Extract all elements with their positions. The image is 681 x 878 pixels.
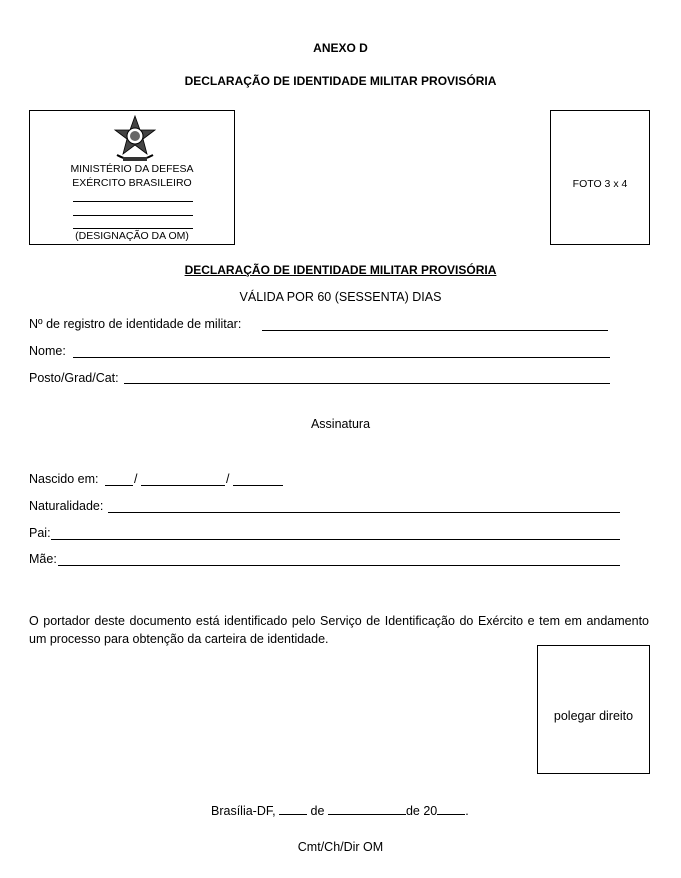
thumbprint-label: polegar direito [553,709,634,723]
registry-field[interactable] [262,330,608,331]
place-date-line [211,804,469,818]
name-field[interactable] [73,357,610,358]
father-field[interactable] [51,539,620,540]
name-label: Nome: [29,344,66,358]
validity-text: VÁLIDA POR 60 (SESSENTA) DIAS [239,290,442,304]
father-label: Pai: [29,526,51,540]
place-date-de-2: de 20 [405,804,438,818]
origin-label: Naturalidade: [29,499,104,513]
form-subtitle [0,263,681,277]
place-date-de-1: de [307,804,328,818]
birth-day-field[interactable] [105,485,133,486]
om-line-2 [73,215,193,216]
rank-label: Posto/Grad/Cat: [29,371,119,385]
birth-separator-1: / [134,472,138,486]
thumbprint-box [537,645,650,774]
rank-field[interactable] [124,383,610,384]
form-subtitle-text: DECLARAÇÃO DE IDENTIDADE MILITAR PROVISÓRIA [184,263,497,277]
origin-field[interactable] [108,512,620,513]
statement-text: O portador deste documento está identificado pelo Serviço de Identificação do Exército e tem em andamento um processo para obtenção da carteira de identidade. [29,614,649,646]
day-field[interactable] [279,814,307,815]
signature-label: Assinatura [310,417,371,431]
birth-label: Nascido em: [29,472,99,486]
month-field[interactable] [328,814,406,815]
registry-label: Nº de registro de identidade de militar: [29,317,242,331]
document-title: DECLARAÇÃO DE IDENTIDADE MILITAR PROVISÓRIA [184,74,497,88]
om-line-1 [73,201,193,202]
branch-label: EXÉRCITO BRASILEIRO [72,177,192,189]
place-date-city: Brasília-DF, [211,804,280,818]
photo-box [550,110,650,245]
year-field[interactable] [437,814,465,815]
place-date-end: . [465,804,469,818]
birth-month-field[interactable] [141,485,225,486]
organization-box [29,110,235,245]
signer-label: Cmt/Ch/Dir OM [297,840,384,854]
ministry-label: MINISTÉRIO DA DEFESA [70,163,194,175]
birth-year-field[interactable] [233,485,283,486]
birth-separator-2: / [226,472,230,486]
om-line-3 [73,228,193,229]
mother-field[interactable] [58,565,620,566]
coat-of-arms-icon [111,115,159,165]
mother-label: Mãe: [29,552,57,566]
designation-label: (DESIGNAÇÃO DA OM) [75,230,189,242]
annex-title: ANEXO D [313,41,368,55]
photo-label: FOTO 3 x 4 [572,178,628,190]
